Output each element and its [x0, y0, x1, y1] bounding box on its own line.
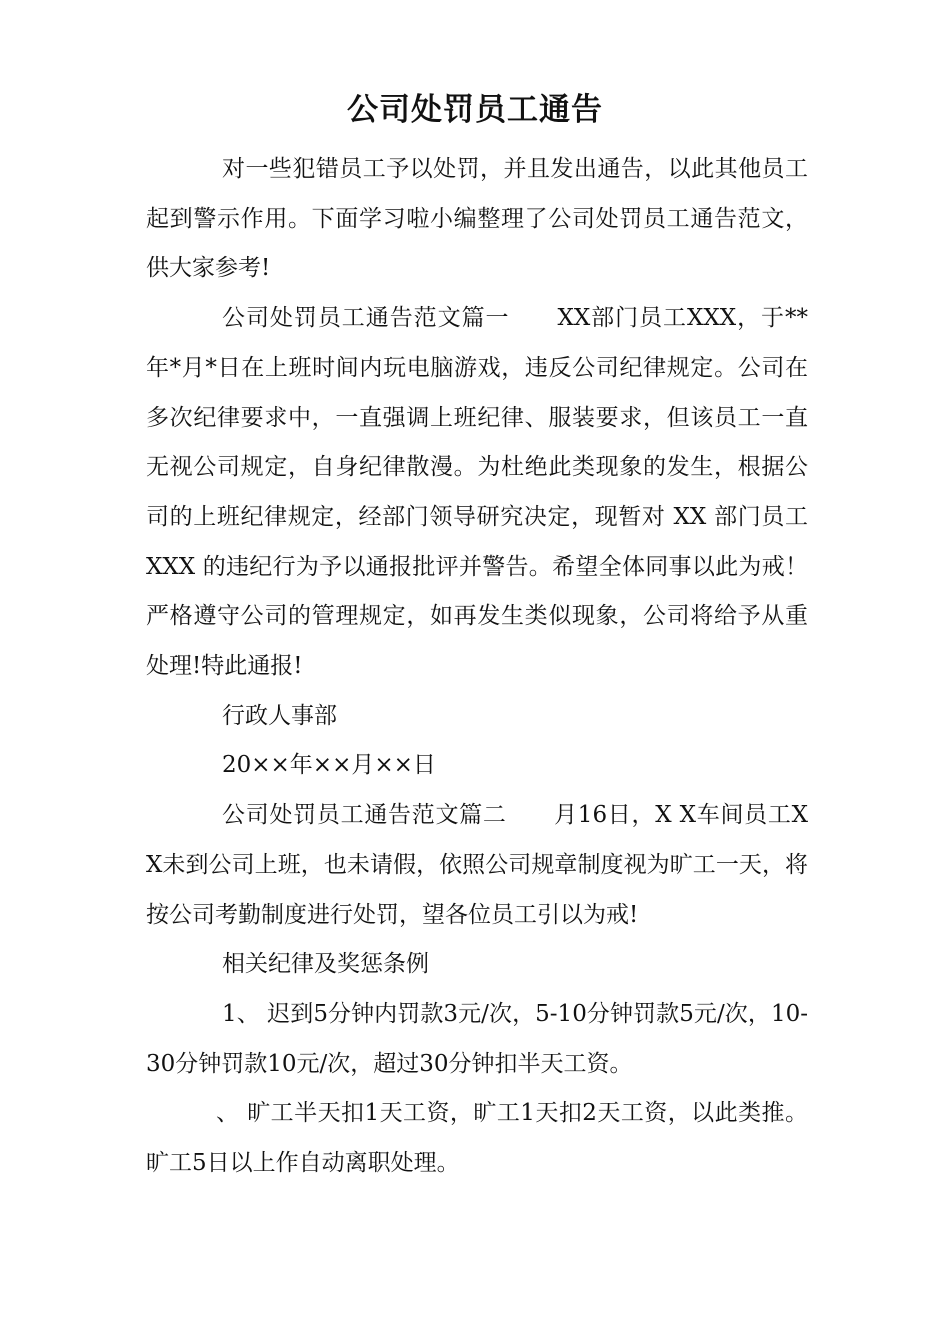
rule-item-lateness: 1、 迟到5分钟内罚款3元/次，5-10分钟罚款5元/次，10-30分钟罚款10元/次，超过30分钟扣半天工资。	[146, 1000, 808, 1077]
sample-two-paragraph: 公司处罚员工通告范文篇二 月16日，X X车间员工X X未到公司上班，也未请假，依照公司规章制度视为旷工一天，将按公司考勤制度进行处罚，望各位员工引以为戒!	[146, 802, 808, 928]
document-body	[146, 145, 808, 1189]
issue-date: 20××年××月××日	[222, 752, 436, 779]
page-title: 公司处罚员工通告	[347, 92, 603, 128]
rule-item-absence: 、 旷工半天扣1天工资，旷工1天扣2天工资，以此类推。旷工5日以上作自动离职处理。	[146, 1100, 808, 1177]
intro-paragraph: 对一些犯错员工予以处罚，并且发出通告，以此其他员工起到警示作用。下面学习啦小编整理了公司处罚员工通告范文，供大家参考!	[146, 156, 808, 282]
issuer-department: 行政人事部	[222, 702, 337, 729]
sample-one-paragraph: 公司处罚员工通告范文篇一 XX部门员工XXX，于**年*月*日在上班时间内玩电脑游戏，违反公司纪律规定。公司在多次纪律要求中，一直强调上班纪律、服装要求，但该员工一直无视公司规定，自身纪律散漫。为杜绝此类现象的发生，根据公司的上班纪律规定，经部门领导研究决定，现暂对 XX 部门员工 XXX 的违纪行为予以通报批评并警告。希望全体同事以此为戒！严格遵守公司的管理规定，如再发生类似现象，公司将给予从重处理!特此通报!	[146, 305, 808, 680]
rules-heading: 相关纪律及奖惩条例	[222, 951, 429, 978]
